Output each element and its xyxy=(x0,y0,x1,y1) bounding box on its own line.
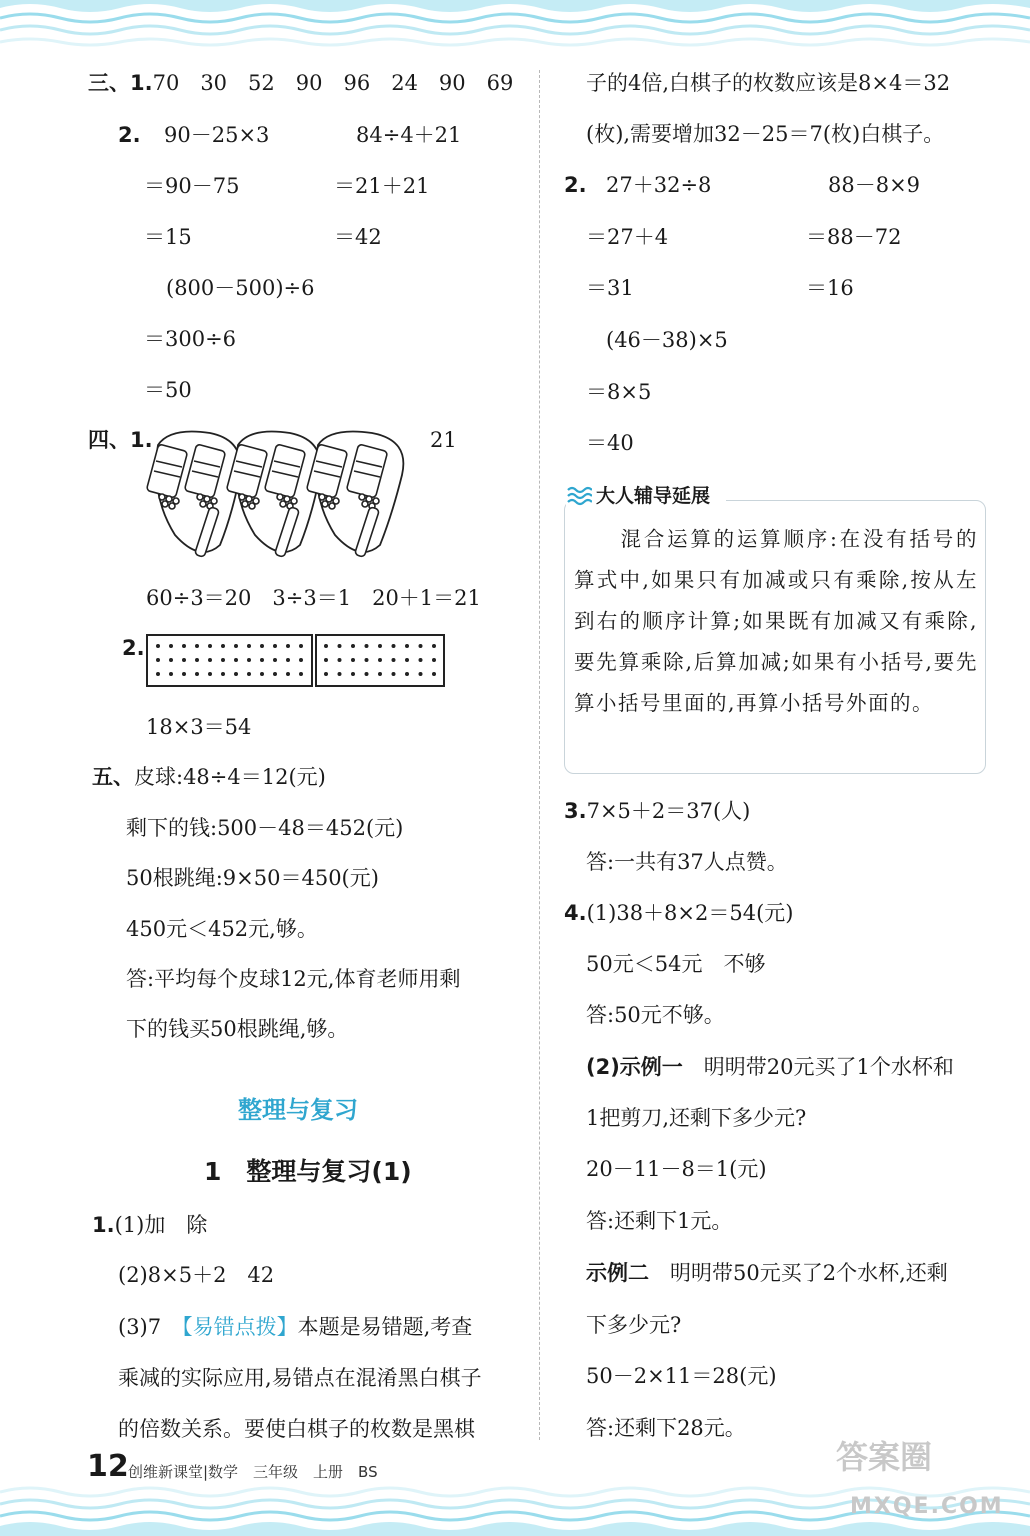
dot xyxy=(392,644,396,648)
s3-q2-label: 2. xyxy=(118,123,141,147)
dot xyxy=(338,644,342,648)
r-q3-line1 xyxy=(564,796,750,826)
dot xyxy=(378,644,382,648)
dot xyxy=(405,658,409,662)
r-q4-ex1-answer: 答:还剩下1元。 xyxy=(586,1209,733,1233)
q1-label: 1. xyxy=(92,1213,115,1237)
s5-line5: 答:平均每个皮球12元,体育老师用剩 xyxy=(126,967,461,991)
r-q4-ex1-label: (2)示例一 xyxy=(586,1055,683,1079)
r-q4-ex1-eq: 20－11－8＝1(元) xyxy=(586,1157,767,1181)
r-q4-ex2-text: 明明带50元买了2个水杯,还剩 xyxy=(649,1261,948,1285)
dot xyxy=(299,644,303,648)
r-q4-label: 4. xyxy=(564,901,587,925)
r-q4-line3: 答:50元不够。 xyxy=(586,1003,725,1027)
dot xyxy=(405,672,409,676)
dot xyxy=(432,658,436,662)
dot xyxy=(286,644,290,648)
dot xyxy=(299,672,303,676)
r-q2-b-line3: ＝16 xyxy=(806,276,854,300)
dot xyxy=(195,658,199,662)
dot xyxy=(156,672,160,676)
dot xyxy=(169,658,173,662)
dot xyxy=(378,672,382,676)
dot xyxy=(365,672,369,676)
s4-q2-equation: 18×3＝54 xyxy=(146,715,252,739)
dot xyxy=(169,672,173,676)
dot xyxy=(156,644,160,648)
lesson-number: 1 xyxy=(204,1157,222,1186)
dot xyxy=(247,658,251,662)
dot xyxy=(234,672,238,676)
dot xyxy=(419,672,423,676)
s4-q1-equation: 60÷3＝20 3÷3＝1 20＋1＝21 xyxy=(146,586,481,610)
cont-line2: (枚),需要增加32－25＝7(枚)白棋子。 xyxy=(586,122,945,146)
dot xyxy=(208,658,212,662)
r-q4-l1: (1)38＋8×2＝54(元) xyxy=(586,901,794,925)
dot xyxy=(234,644,238,648)
s3-q2-c-line2: ＝300÷6 xyxy=(144,327,237,351)
dot xyxy=(208,672,212,676)
dot xyxy=(260,672,264,676)
dot xyxy=(247,672,251,676)
dot xyxy=(378,658,382,662)
tutor-extension-text: 混合运算的运算顺序:在没有括号的算式中,如果只有加减或只有乘除,按从左到右的顺序计算;如果既有加减又有乘除,要先算乘除,后算加减;如果有小括号,要先算小括号里面的,再算小括号外面的。 xyxy=(574,527,979,715)
q1-tip-text: 本题是易错题,考查 xyxy=(297,1315,473,1339)
dot xyxy=(351,644,355,648)
dot xyxy=(324,672,328,676)
s3-q2-c-line1: (800－500)÷6 xyxy=(166,276,315,300)
dot xyxy=(365,644,369,648)
dot xyxy=(260,644,264,648)
tip-tag: 【易错点拨】 xyxy=(182,1315,298,1339)
dot xyxy=(169,644,173,648)
q1-part2: (2)8×5＋2 42 xyxy=(118,1263,275,1287)
dot xyxy=(273,644,277,648)
s5-line1 xyxy=(92,762,326,792)
dot-array-diagram xyxy=(146,634,446,688)
top-wave-decoration xyxy=(0,0,1030,50)
r-q2-a-line2: ＝27＋4 xyxy=(586,225,669,249)
book-info: 创维新课堂|数学 三年级 上册 BS xyxy=(128,1463,378,1481)
r-q2-a-line3: ＝31 xyxy=(586,276,634,300)
q1-part1 xyxy=(92,1210,207,1240)
s5-line3: 50根跳绳:9×50＝450(元) xyxy=(126,866,379,890)
watermark-logo: 答案圈 xyxy=(836,1438,933,1476)
s4-q1-answer: 21 xyxy=(430,428,457,452)
dot xyxy=(182,672,186,676)
lesson-name: 整理与复习(1) xyxy=(246,1157,412,1186)
dot xyxy=(338,658,342,662)
r-q2-b-line1: 88－8×9 xyxy=(828,173,921,197)
page-number: 12 xyxy=(87,1449,129,1484)
r-q4-line1 xyxy=(564,898,794,928)
s3-q2-a-line1: 90－25×3 xyxy=(164,123,270,147)
r-q4-ex2-eq: 50－2×11＝28(元) xyxy=(586,1364,777,1388)
dot xyxy=(195,644,199,648)
dot xyxy=(392,672,396,676)
r-q2-c-line3: ＝40 xyxy=(586,431,634,455)
s4-q2-label: 2. xyxy=(122,636,145,660)
r-q3-label: 3. xyxy=(564,799,587,823)
s3-q1-answers: 70 30 52 90 96 24 90 69 xyxy=(152,71,514,95)
dot xyxy=(273,672,277,676)
section-title: 整理与复习 xyxy=(238,1096,358,1124)
stick-bundles-illustration xyxy=(140,425,415,565)
s3-q2-a-line2: ＝90－75 xyxy=(144,174,240,198)
dot xyxy=(432,672,436,676)
r-q2-c-line2: ＝8×5 xyxy=(586,380,652,404)
r-q4-ex2-answer: 答:还剩下28元。 xyxy=(586,1416,746,1440)
s3-q1 xyxy=(88,68,513,98)
column-divider xyxy=(539,70,540,1440)
dot xyxy=(260,658,264,662)
dot xyxy=(405,644,409,648)
lesson-title xyxy=(204,1152,412,1188)
dot xyxy=(365,658,369,662)
s3-q2-a-line3: ＝15 xyxy=(144,225,192,249)
r-q4-ex1-line2: 1把剪刀,还剩下多少元? xyxy=(586,1106,807,1130)
r-q2-label: 2. xyxy=(564,173,587,197)
dot xyxy=(156,658,160,662)
q1-part3-line2: 乘减的实际应用,易错点在混淆黑白棋子 xyxy=(118,1366,482,1390)
r-q4-ex2-line1 xyxy=(586,1258,948,1288)
dot xyxy=(351,658,355,662)
dot xyxy=(208,644,212,648)
dot xyxy=(432,644,436,648)
s3-q2-b-line3: ＝42 xyxy=(334,225,382,249)
tutor-extension-body xyxy=(574,519,978,724)
s3-q1-label: 三、1. xyxy=(88,71,153,95)
watermark-url: MXQE.COM xyxy=(850,1494,1004,1519)
dot xyxy=(324,658,328,662)
dot xyxy=(419,658,423,662)
s5-line4: 450元＜452元,够。 xyxy=(126,917,318,941)
dot xyxy=(338,672,342,676)
r-q4-ex2-label: 示例二 xyxy=(586,1261,649,1285)
r-q2-b-line2: ＝88－72 xyxy=(806,225,902,249)
s5-label: 五、 xyxy=(92,765,134,789)
dot xyxy=(286,672,290,676)
r-q4-ex1-line1 xyxy=(586,1052,954,1082)
r-q2-a-line1: 27＋32÷8 xyxy=(606,173,712,197)
wave-lines-icon xyxy=(566,484,592,506)
s5-line1-text: 皮球:48÷4＝12(元) xyxy=(134,765,326,789)
dot xyxy=(324,644,328,648)
dot xyxy=(299,658,303,662)
dot xyxy=(247,644,251,648)
r-q2-c-line1: (46－38)×5 xyxy=(606,328,728,352)
dot xyxy=(419,644,423,648)
q1-p3-prefix: (3)7 xyxy=(118,1315,183,1339)
r-q4-ex1-text: 明明带20元买了1个水杯和 xyxy=(682,1055,954,1079)
r-q4-ex2-line2: 下多少元? xyxy=(586,1313,682,1337)
r-q3-eq: 7×5＋2＝37(人) xyxy=(586,799,751,823)
q1-part3 xyxy=(118,1312,472,1342)
dot xyxy=(182,644,186,648)
s5-line2: 剩下的钱:500－48＝452(元) xyxy=(126,816,404,840)
dot xyxy=(182,658,186,662)
dot xyxy=(351,672,355,676)
dot xyxy=(221,658,225,662)
r-q3-answer: 答:一共有37人点赞。 xyxy=(586,850,788,874)
cont-line1: 子的4倍,白棋子的枚数应该是8×4＝32 xyxy=(586,71,951,95)
dot xyxy=(195,672,199,676)
s3-q2-c-line3: ＝50 xyxy=(144,378,192,402)
dot xyxy=(392,658,396,662)
s5-line6: 下的钱买50根跳绳,够。 xyxy=(126,1017,349,1041)
r-q4-line2: 50元＜54元 不够 xyxy=(586,952,766,976)
dot xyxy=(221,672,225,676)
s4-q1-label: 四、1. xyxy=(88,428,153,452)
dot xyxy=(286,658,290,662)
q1-p1-text: (1)加 除 xyxy=(114,1213,208,1237)
q1-part3-line3: 的倍数关系。要使白棋子的枚数是黑棋 xyxy=(118,1417,475,1441)
dot xyxy=(221,644,225,648)
s3-q2-b-line2: ＝21＋21 xyxy=(334,174,430,198)
s3-q2-b-line1: 84÷4＋21 xyxy=(356,123,462,147)
dot xyxy=(234,658,238,662)
dot xyxy=(273,658,277,662)
tutor-extension-title: 大人辅导延展 xyxy=(596,485,711,507)
